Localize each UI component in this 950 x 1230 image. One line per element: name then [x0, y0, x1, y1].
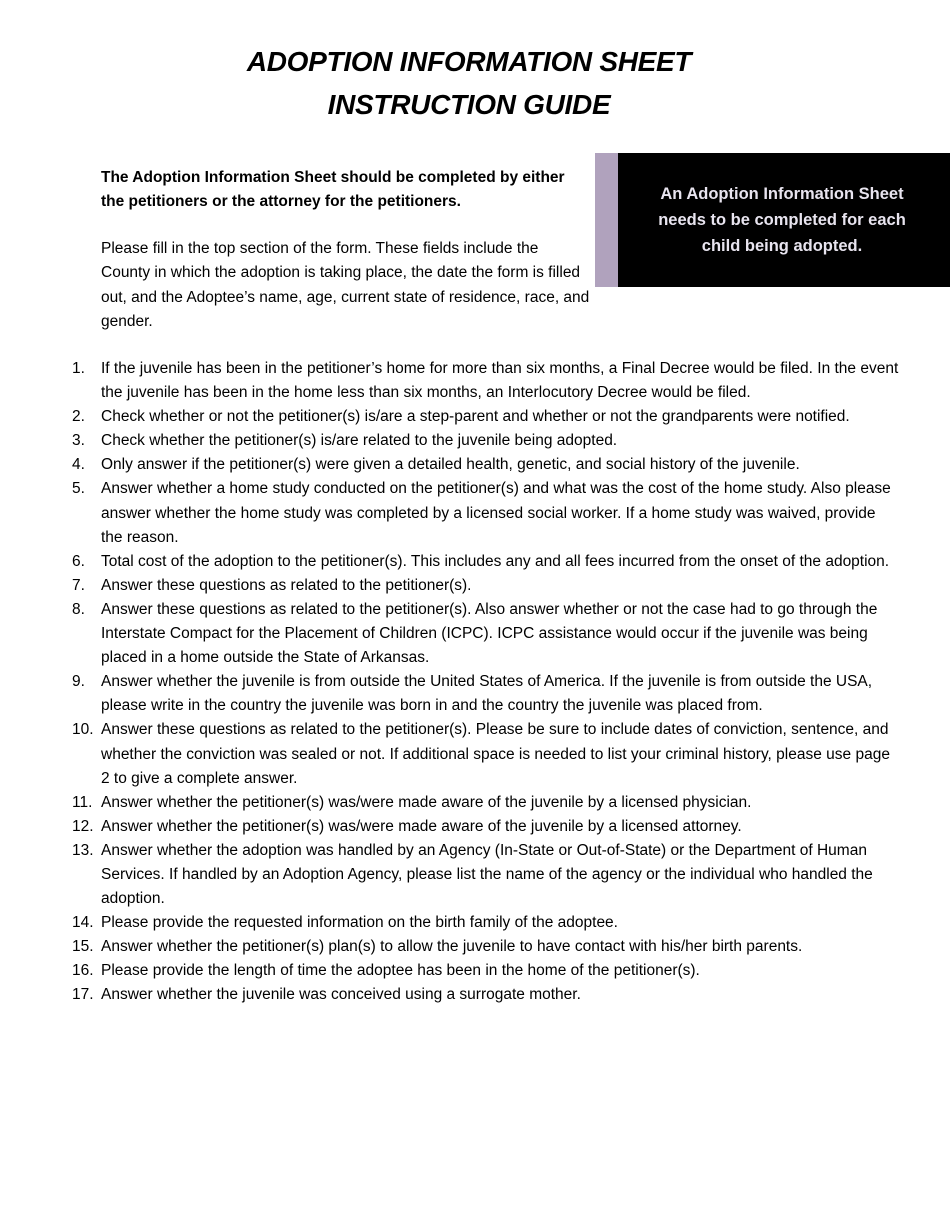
instruction-text: Answer whether the petitioner(s) was/were made aware of the juvenile by a licensed attorney. [101, 817, 742, 835]
instruction-item [0, 983, 950, 1007]
instruction-list [0, 357, 950, 1008]
instruction-text: Answer these questions as related to the petitioner(s). [101, 576, 472, 594]
instruction-item [0, 574, 950, 598]
intro-paragraph: Please fill in the top section of the form. These fields include the County in which the adoption is taking place, the date the form is filled out, and the Adoptee’s name, age, current state of residence, race, and gender. [101, 240, 590, 330]
instruction-number: 3. [72, 432, 85, 450]
instruction-number: 5. [72, 480, 85, 498]
instruction-item [0, 550, 950, 574]
instruction-number: 6. [72, 552, 85, 570]
instruction-number: 12. [72, 817, 94, 835]
instruction-text: Please provide the length of time the adoptee has been in the home of the petitioner(s). [101, 962, 700, 980]
instruction-text: Check whether or not the petitioner(s) is/are a step-parent and whether or not the grandparents were notified. [101, 408, 850, 426]
instruction-item [0, 911, 950, 935]
instruction-text: Answer these questions as related to the petitioner(s). Also answer whether or not the case had to go through the Interstate Compact for the Placement of Children (ICPC). ICPC assistance would occur if the juvenile was being placed in a home outside the State of Arkansas. [101, 600, 878, 667]
intro-bold-statement: The Adoption Information Sheet should be completed by either the petitioners or the attorney for the petitioners. [101, 169, 565, 211]
callout-box [595, 153, 950, 287]
instruction-number: 11. [72, 793, 93, 811]
instruction-item [0, 839, 950, 911]
instruction-number: 17. [72, 986, 94, 1004]
instruction-number: 1. [72, 360, 85, 377]
instruction-item [0, 598, 950, 670]
instruction-item [0, 791, 950, 815]
instruction-text: Answer whether the adoption was handled by an Agency (In-State or Out-of-State) or the Department of Human Services. If handled by an Adoption Agency, please list the name of the agency or the individual who handled the adoption. [101, 841, 873, 908]
instruction-number: 7. [72, 576, 85, 594]
callout-accent-bar [595, 153, 618, 287]
instruction-text: Please provide the requested information on the birth family of the adoptee. [101, 914, 618, 932]
instruction-text: Only answer if the petitioner(s) were given a detailed health, genetic, and social history of the juvenile. [101, 456, 800, 474]
instruction-item [0, 477, 950, 549]
instruction-item [0, 453, 950, 477]
instruction-text: Answer whether the juvenile is from outside the United States of America. If the juvenile is from outside the USA, please write in the country the juvenile was born in and the country the juvenile was placed from. [101, 673, 873, 715]
instruction-text: Answer whether the petitioner(s) plan(s) to allow the juvenile to have contact with his/her birth parents. [101, 938, 803, 956]
instruction-number: 2. [72, 408, 85, 426]
instruction-text: Answer whether a home study conducted on the petitioner(s) and what was the cost of the home study. Also please answer whether the home study was completed by a licensed social worker. If a home study was waived, provide the reason. [101, 480, 891, 546]
instruction-item [0, 429, 950, 453]
instruction-number: 16. [72, 962, 94, 980]
instruction-text: If the juvenile has been in the petitioner’s home for more than six months, a Final Decree would be filed. In the event the juvenile has been in the home less than six months, an Interlocutory Decree would be filed. [101, 360, 899, 402]
instruction-text: Answer these questions as related to the petitioner(s). Please be sure to include dates of conviction, sentence, and whether the conviction was sealed or not. If additional space is needed to list your criminal history, please use page 2 to give a complete answer. [101, 721, 890, 787]
instruction-number: 14. [72, 914, 94, 932]
instruction-item [0, 670, 950, 718]
instruction-number: 9. [72, 673, 85, 691]
instruction-item [0, 815, 950, 839]
instruction-item [0, 718, 950, 790]
instruction-text: Total cost of the adoption to the petitioner(s). This includes any and all fees incurred from the onset of the adoption. [101, 552, 890, 570]
instruction-item [0, 959, 950, 983]
callout-text: An Adoption Information Sheet needs to be completed for each child being adopted. [658, 185, 906, 255]
page-title-line-1: ADOPTION INFORMATION SHEET [246, 46, 692, 77]
instruction-item [0, 935, 950, 959]
instruction-text: Check whether the petitioner(s) is/are related to the juvenile being adopted. [101, 432, 618, 450]
instruction-number: 8. [72, 600, 85, 618]
instruction-number: 13. [72, 841, 94, 859]
instruction-number: 15. [72, 938, 94, 956]
instruction-text: Answer whether the juvenile was conceived using a surrogate mother. [101, 986, 581, 1004]
instruction-number: 4. [72, 456, 85, 474]
instruction-text: Answer whether the petitioner(s) was/were made aware of the juvenile by a licensed physician. [101, 793, 752, 811]
instruction-item [0, 405, 950, 429]
instruction-number: 10. [72, 721, 94, 739]
instruction-item [0, 357, 950, 405]
page-title-line-2: INSTRUCTION GUIDE [327, 89, 611, 120]
